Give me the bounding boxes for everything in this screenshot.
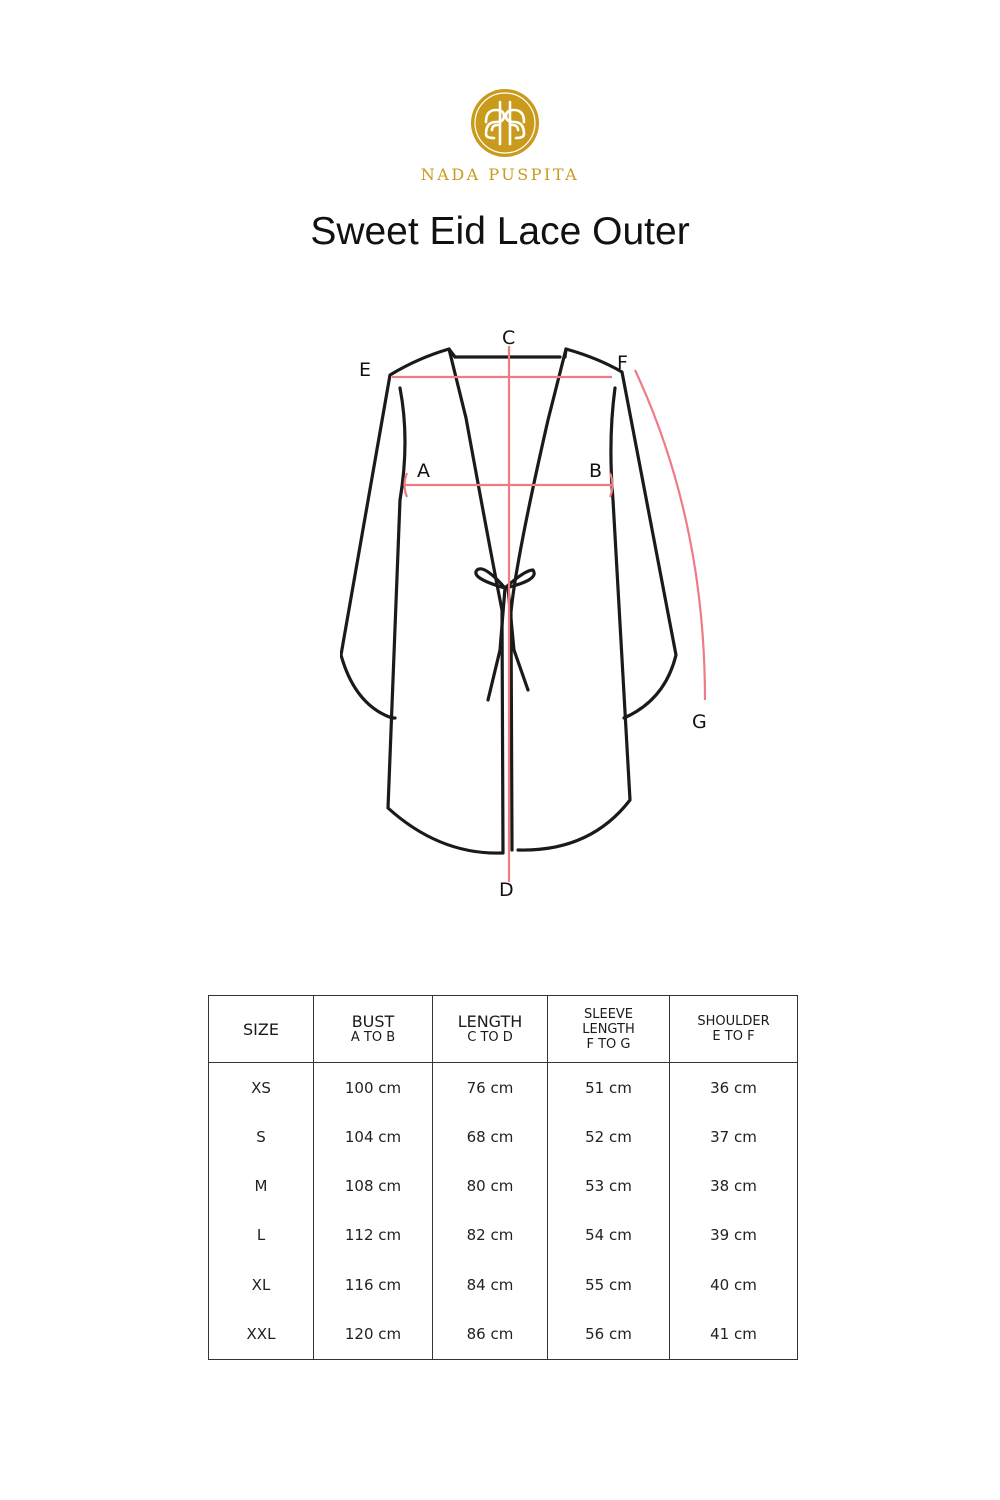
cell-bust: 108 cm <box>314 1162 433 1211</box>
cell-sleeve: 54 cm <box>548 1211 670 1260</box>
cell-sleeve: 53 cm <box>548 1162 670 1211</box>
header-shoulder: SHOULDER E TO F <box>670 996 798 1063</box>
cell-length: 80 cm <box>433 1162 548 1211</box>
table-row <box>209 1113 798 1162</box>
cell-shoulder: 37 cm <box>670 1113 798 1162</box>
cell-bust: 116 cm <box>314 1260 433 1309</box>
table-row <box>209 1309 798 1359</box>
cell-sleeve: 56 cm <box>548 1309 670 1359</box>
brand-name: NADA PUSPITA <box>420 165 580 184</box>
header-sleeve-length: SLEEVE LENGTH F TO G <box>548 996 670 1063</box>
cell-bust: 120 cm <box>314 1309 433 1359</box>
table-row <box>209 1260 798 1309</box>
label-f: F <box>617 352 628 374</box>
cell-length: 76 cm <box>433 1063 548 1113</box>
cell-length: 84 cm <box>433 1260 548 1309</box>
header-size: SIZE <box>209 996 314 1063</box>
table-row <box>209 1211 798 1260</box>
cell-size: L <box>209 1211 314 1260</box>
cell-size: S <box>209 1113 314 1162</box>
size-chart-table <box>208 995 798 1360</box>
label-g: G <box>692 711 707 733</box>
cell-shoulder: 39 cm <box>670 1211 798 1260</box>
cell-bust: 100 cm <box>314 1063 433 1113</box>
label-e: E <box>359 359 372 381</box>
outer-garment-diagram <box>340 320 720 910</box>
cell-length: 68 cm <box>433 1113 548 1162</box>
cell-sleeve: 52 cm <box>548 1113 670 1162</box>
label-d: D <box>499 879 514 901</box>
label-a: A <box>417 460 430 482</box>
cell-shoulder: 38 cm <box>670 1162 798 1211</box>
cell-bust: 104 cm <box>314 1113 433 1162</box>
header-bust: BUST A TO B <box>314 996 433 1063</box>
product-title: Sweet Eid Lace Outer <box>310 210 690 253</box>
cell-sleeve: 51 cm <box>548 1063 670 1113</box>
header-length: LENGTH C TO D <box>433 996 548 1063</box>
cell-sleeve: 55 cm <box>548 1260 670 1309</box>
table-header-row <box>209 996 798 1063</box>
label-c: C <box>502 327 516 349</box>
table-row <box>209 1162 798 1211</box>
cell-length: 86 cm <box>433 1309 548 1359</box>
sleeve-measure-line <box>635 370 705 700</box>
cell-size: XS <box>209 1063 314 1113</box>
cell-shoulder: 36 cm <box>670 1063 798 1113</box>
nada-puspita-monogram-logo <box>470 88 540 158</box>
cell-shoulder: 40 cm <box>670 1260 798 1309</box>
label-b: B <box>589 460 603 482</box>
cell-length: 82 cm <box>433 1211 548 1260</box>
cell-size: XL <box>209 1260 314 1309</box>
cell-size: M <box>209 1162 314 1211</box>
cell-bust: 112 cm <box>314 1211 433 1260</box>
table-row <box>209 1063 798 1113</box>
cell-shoulder: 41 cm <box>670 1309 798 1359</box>
cell-size: XXL <box>209 1309 314 1359</box>
